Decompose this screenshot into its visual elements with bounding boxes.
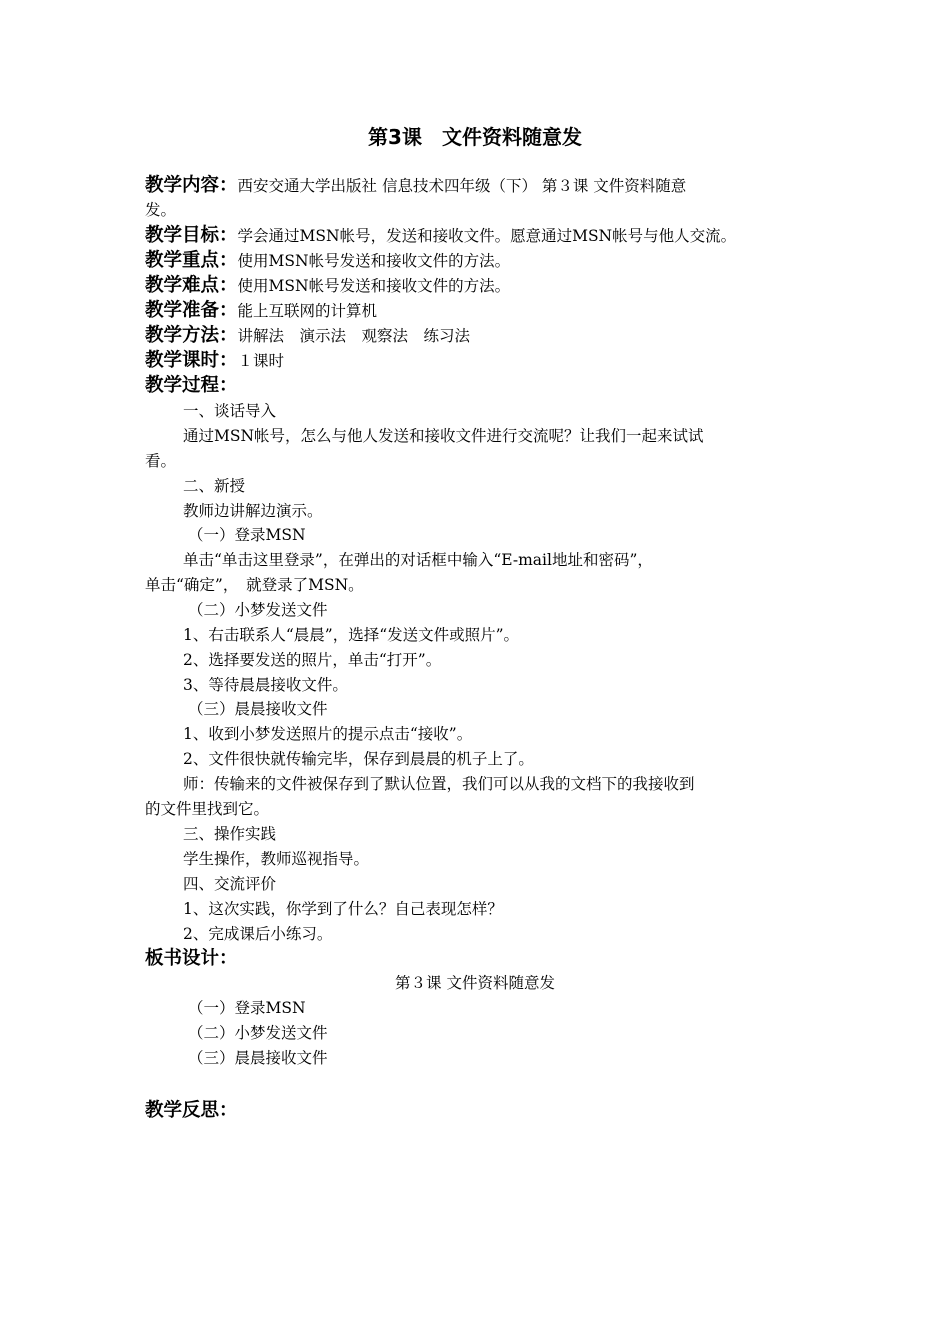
process-line: （一）登录MSN xyxy=(188,526,306,544)
board-item: （二）小梦发送文件 xyxy=(188,1024,328,1042)
info-value: 讲解法 演示法 观察法 练习法 xyxy=(237,327,471,345)
info-preparation xyxy=(145,300,815,322)
process-line: 一、谈话导入 xyxy=(183,402,277,420)
process-line: 单击“确定”， 就登录了MSN。 xyxy=(145,576,364,594)
info-value: 西安交通大学出版社 信息技术四年级（下） 第３课 文件资料随意 xyxy=(237,177,687,195)
info-label: 教学过程： xyxy=(145,375,238,396)
process-line: 2、完成课后小练习。 xyxy=(183,925,333,943)
process-line: 2、文件很快就传输完毕，保存到晨晨的机子上了。 xyxy=(183,750,534,768)
process-line: （三）晨晨接收文件 xyxy=(188,700,328,718)
info-label: 教学内容： xyxy=(145,175,238,196)
info-value: 发。 xyxy=(145,201,177,219)
info-content-cont xyxy=(145,199,815,221)
process-line: 3、等待晨晨接收文件。 xyxy=(183,676,348,694)
process-line: 通过MSN帐号，怎么与他人发送和接收文件进行交流呢？让我们一起来试试 xyxy=(183,427,704,445)
info-content xyxy=(145,175,815,197)
info-value: １课时 xyxy=(237,352,285,370)
process-line: 师：传输来的文件被保存到了默认位置，我们可以从我的文档下的我接收到 xyxy=(183,775,695,793)
board-item: （一）登录MSN xyxy=(188,999,306,1017)
info-process xyxy=(145,375,815,397)
process-line: 二、新授 xyxy=(183,477,246,495)
info-value: 使用MSN帐号发送和接收文件的方法。 xyxy=(237,252,511,270)
process-line: 1、这次实践，你学到了什么？自己表现怎样？ xyxy=(183,900,503,918)
process-line: 四、交流评价 xyxy=(183,875,277,893)
reflection-heading-row xyxy=(145,1100,815,1122)
process-line: 看。 xyxy=(145,452,177,470)
process-line: 教师边讲解边演示。 xyxy=(183,502,323,520)
board-heading: 板书设计： xyxy=(145,948,238,969)
info-label: 教学方法： xyxy=(145,325,238,346)
info-hours xyxy=(145,350,815,372)
info-value: 使用MSN帐号发送和接收文件的方法。 xyxy=(237,277,511,295)
info-label: 教学难点： xyxy=(145,275,238,296)
board-title: 第３课 文件资料随意发 xyxy=(395,974,555,992)
process-line: 学生操作，教师巡视指导。 xyxy=(183,850,370,868)
info-objective xyxy=(145,225,815,247)
lesson-title: 第3课 文件资料随意发 xyxy=(368,125,582,149)
info-value: 能上互联网的计算机 xyxy=(237,302,378,320)
board-heading-row xyxy=(145,948,815,970)
info-key-point xyxy=(145,250,815,272)
process-line: 单击“单击这里登录”，在弹出的对话框中输入“E-mail地址和密码”， xyxy=(183,551,653,569)
process-line: 的文件里找到它。 xyxy=(145,800,270,818)
info-label: 教学目标： xyxy=(145,225,238,246)
process-line: 三、操作实践 xyxy=(183,825,277,843)
info-difficulty xyxy=(145,275,815,297)
info-label: 教学重点： xyxy=(145,250,238,271)
info-value: 学会通过MSN帐号，发送和接收文件。愿意通过MSN帐号与他人交流。 xyxy=(237,227,737,245)
board-item: （三）晨晨接收文件 xyxy=(188,1049,328,1067)
info-label: 教学课时： xyxy=(145,350,238,371)
reflection-heading: 教学反思： xyxy=(145,1100,238,1121)
process-line: 2、选择要发送的照片，单击“打开”。 xyxy=(183,651,442,669)
info-label: 教学准备： xyxy=(145,300,238,321)
process-line: 1、收到小梦发送照片的提示点击“接收”。 xyxy=(183,725,473,743)
process-line: （二）小梦发送文件 xyxy=(188,601,328,619)
info-method xyxy=(145,325,815,347)
process-line: 1、右击联系人“晨晨”，选择“发送文件或照片”。 xyxy=(183,626,520,644)
